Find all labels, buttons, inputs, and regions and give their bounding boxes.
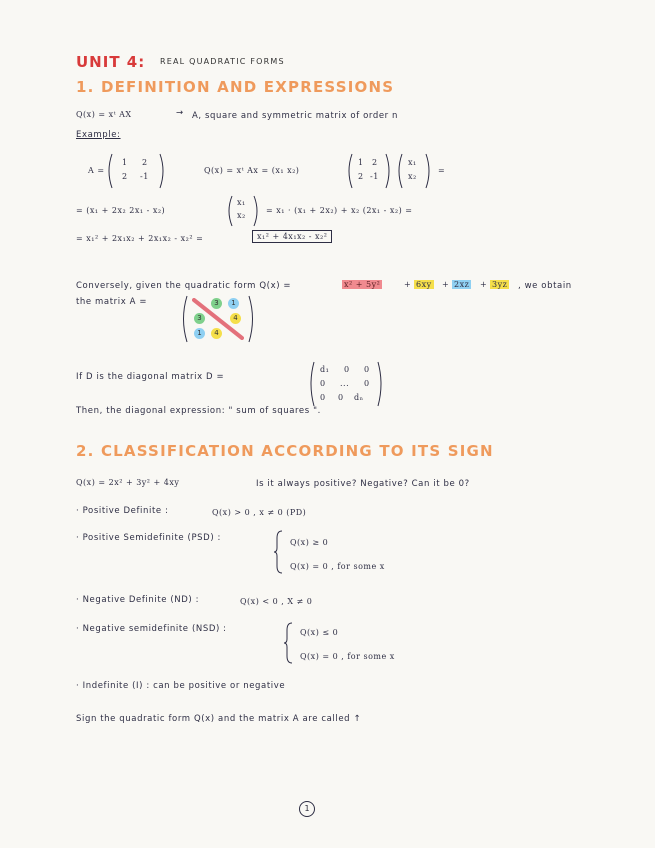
sign-line: Sign the quadratic form Q(x) and the matrix A are called ↑ bbox=[76, 714, 362, 724]
pd-condition: Q(x) > 0 , x ≠ 0 (PD) bbox=[212, 508, 307, 517]
matrix-entry-yellow: 4 bbox=[211, 328, 222, 339]
matrix-entry-blue: 1 bbox=[228, 298, 239, 309]
psd-label: · Positive Semidefinite (PSD) : bbox=[76, 533, 221, 543]
unit-title: UNIT 4: bbox=[76, 53, 146, 71]
q-question: Is it always positive? Negative? Can it be 0? bbox=[256, 479, 470, 489]
matrix-a-entry: -1 bbox=[140, 172, 149, 181]
diag-entry: 0 bbox=[320, 379, 326, 388]
matrix-entry-yellow: 4 bbox=[230, 313, 241, 324]
unit-subtitle: REAL QUADRATIC FORMS bbox=[160, 57, 285, 66]
highlight-term-blue: 2xz bbox=[454, 280, 470, 289]
psd-brace bbox=[274, 530, 284, 574]
matrix-a-entry: 2 bbox=[142, 158, 148, 167]
boxed-result: x₁² + 4x₁x₂ - x₂² bbox=[252, 230, 332, 243]
q-example: Q(x) = 2x² + 3y² + 4xy bbox=[76, 478, 180, 487]
line2-vector bbox=[226, 194, 260, 228]
conversely-end: , we obtain bbox=[518, 281, 572, 291]
matrix-entry-blue: 1 bbox=[194, 328, 205, 339]
psd-condition-1: Q(x) ≥ 0 bbox=[290, 538, 329, 547]
example-q-vector bbox=[396, 152, 432, 190]
example-q-matrix bbox=[346, 152, 392, 190]
line2-vector-entry: x₂ bbox=[237, 211, 246, 220]
section1-heading: 1. DEFINITION AND EXPRESSIONS bbox=[76, 78, 395, 96]
nd-condition: Q(x) < 0 , X ≠ 0 bbox=[240, 597, 313, 606]
definition-formula: Q(x) = xᵗ AX bbox=[76, 110, 132, 119]
diag-entry: 0 bbox=[364, 379, 370, 388]
highlight-term-red: x² + 5y² bbox=[344, 280, 381, 289]
example-label: Example: bbox=[76, 130, 121, 140]
diag-entry: dₙ bbox=[354, 393, 364, 402]
expansion-line-2b: = x₁ · (x₁ + 2x₂) + x₂ (2x₁ - x₂) = bbox=[266, 206, 413, 215]
highlight-term-yellow: 6xy bbox=[416, 280, 432, 289]
diag-entry: 0 bbox=[364, 365, 370, 374]
diagonal-matrix bbox=[308, 360, 384, 408]
definition-arrow: → bbox=[176, 108, 184, 118]
plus-sign: + bbox=[404, 280, 412, 289]
example-q-expression: Q(x) = xᵗ Ax = (x₁ x₂) bbox=[204, 166, 300, 175]
pd-label: · Positive Definite : bbox=[76, 506, 169, 516]
highlight-term-yellow: 3yz bbox=[492, 280, 508, 289]
diag-entry: 0 bbox=[320, 393, 326, 402]
nsd-condition-1: Q(x) ≤ 0 bbox=[300, 628, 339, 637]
plus-sign: + bbox=[480, 280, 488, 289]
nsd-brace bbox=[284, 622, 294, 664]
section2-heading: 2. CLASSIFICATION ACCORDING TO ITS SIGN bbox=[76, 442, 494, 460]
nsd-condition-2: Q(x) = 0 , for some x bbox=[300, 652, 395, 661]
diag-entry: 0 bbox=[338, 393, 344, 402]
definition-text: A, square and symmetric matrix of order n bbox=[192, 111, 399, 121]
indefinite-text: · Indefinite (I) : can be positive or negative bbox=[76, 681, 286, 691]
psd-condition-2: Q(x) = 0 , for some x bbox=[290, 562, 385, 571]
colored-matrix bbox=[180, 294, 256, 344]
matrix-entry-green: 3 bbox=[194, 313, 205, 324]
diag-entry: 0 bbox=[344, 365, 350, 374]
nsd-label: · Negative semidefinite (NSD) : bbox=[76, 624, 227, 634]
matrix-intro: the matrix A = bbox=[76, 297, 148, 307]
q-vector-entry: x₁ bbox=[408, 158, 417, 167]
q-matrix-entry: 1 bbox=[358, 158, 364, 167]
page-number: 1 bbox=[299, 801, 315, 817]
diag-entry: ... bbox=[340, 379, 350, 388]
diagonal-intro: If D is the diagonal matrix D = bbox=[76, 372, 225, 382]
example-matrix-a bbox=[106, 152, 166, 190]
matrix-a-entry: 2 bbox=[122, 172, 128, 181]
matrix-a-label: A = bbox=[88, 166, 105, 175]
conversely-text: Conversely, given the quadratic form Q(x) = bbox=[76, 281, 292, 291]
q-matrix-entry: -1 bbox=[370, 172, 379, 181]
expansion-line-3: = x₁² + 2x₁x₂ + 2x₁x₂ - x₂² = bbox=[76, 234, 204, 243]
diag-entry: d₁ bbox=[320, 365, 330, 374]
nd-label: · Negative Definite (ND) : bbox=[76, 595, 200, 605]
matrix-entry-green: 3 bbox=[211, 298, 222, 309]
line2-vector-entry: x₁ bbox=[237, 198, 246, 207]
q-matrix-entry: 2 bbox=[372, 158, 378, 167]
plus-sign: + bbox=[442, 280, 450, 289]
example-equals: = bbox=[438, 166, 446, 175]
diagonal-then: Then, the diagonal expression: " sum of squares ". bbox=[76, 406, 321, 416]
matrix-a-entry: 1 bbox=[122, 158, 128, 167]
q-vector-entry: x₂ bbox=[408, 172, 417, 181]
expansion-line-2a: = (x₁ + 2x₂ 2x₁ - x₂) bbox=[76, 206, 166, 215]
q-matrix-entry: 2 bbox=[358, 172, 364, 181]
